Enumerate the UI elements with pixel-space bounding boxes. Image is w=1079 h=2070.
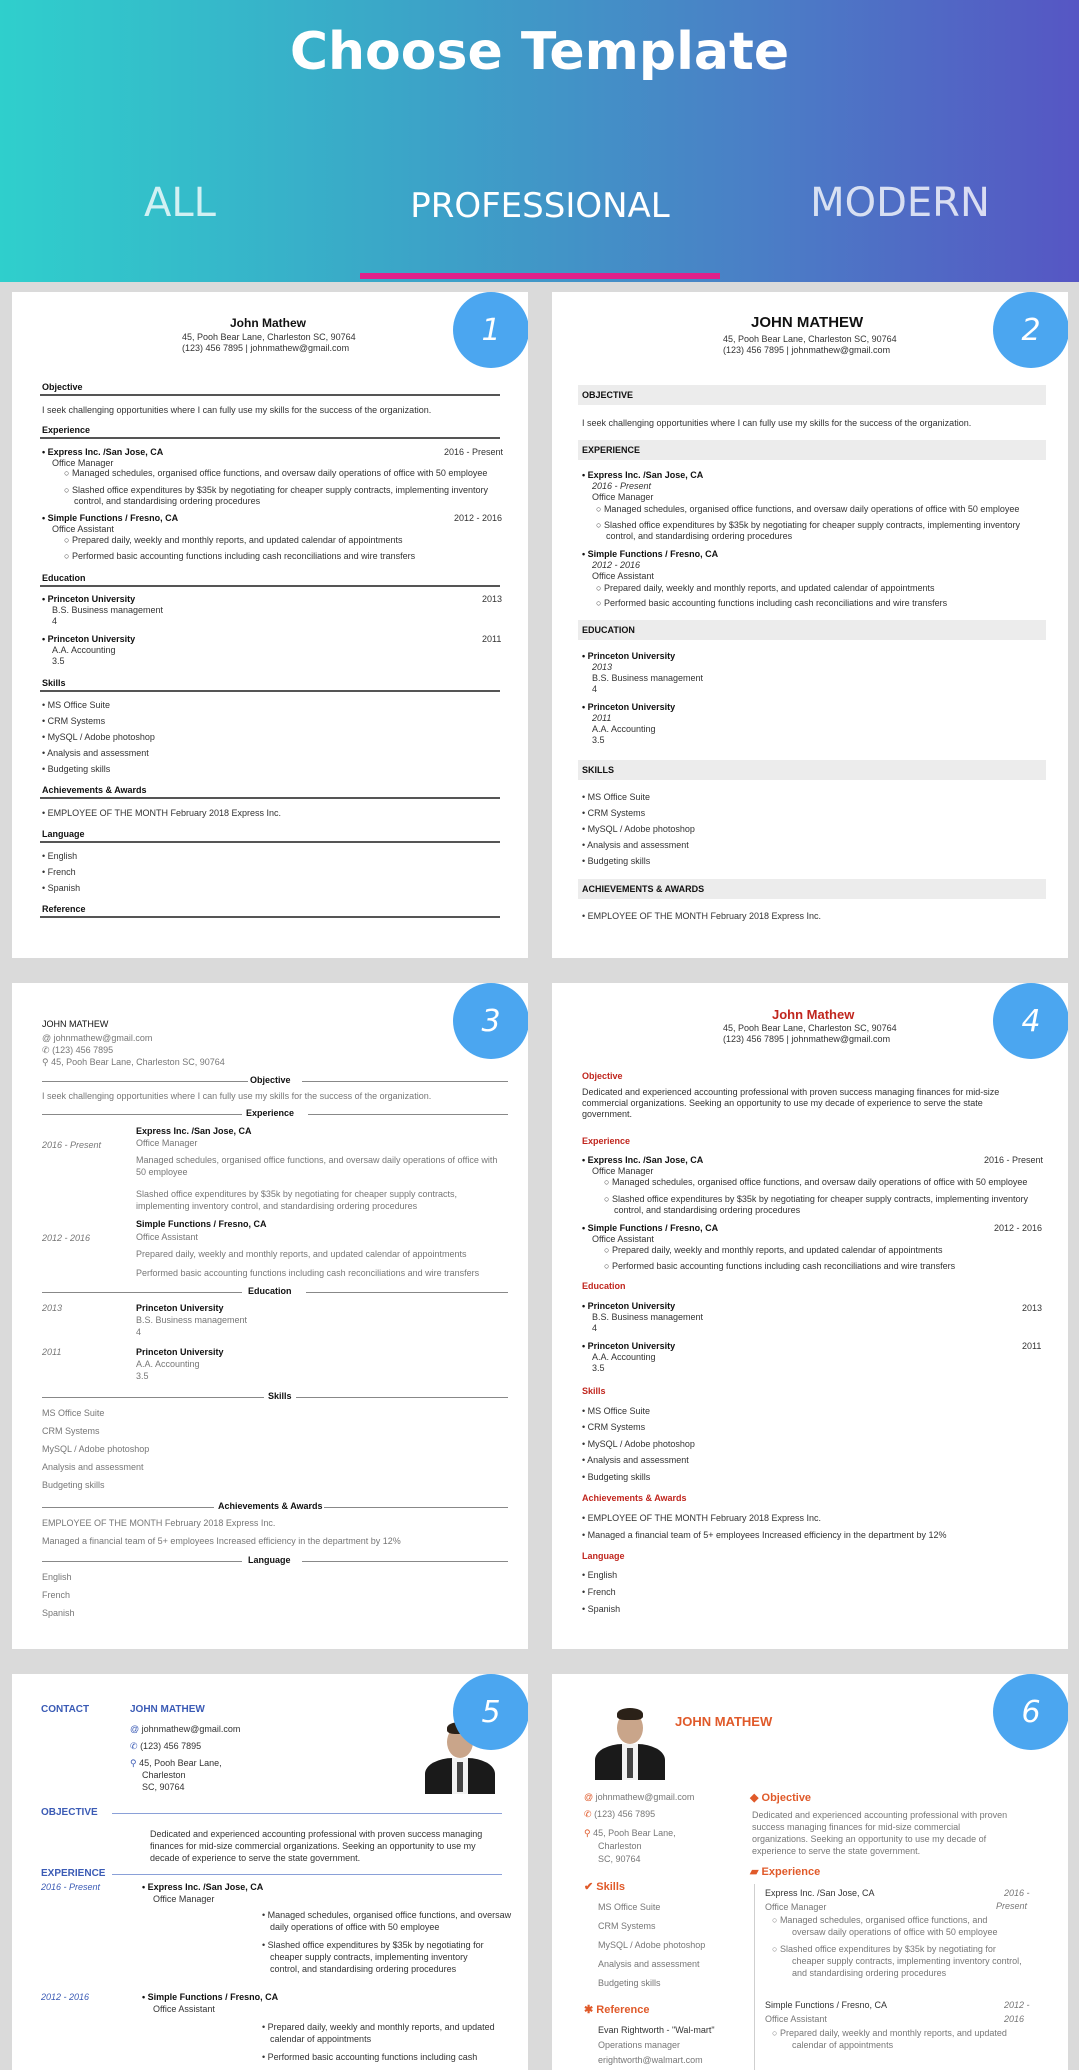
contact-address: ⚲ 45, Pooh Bear Lane, Charleston SC, 90764 [42, 1057, 225, 1067]
edu-grade: 4 [136, 1327, 142, 1337]
objective-text: Dedicated and experienced accounting professional with proven [752, 1810, 1008, 1820]
contact-address-line: SC, 90764 [142, 1782, 185, 1792]
edu-grade: 3.5 [592, 1363, 605, 1373]
skill-item: • CRM Systems [582, 1422, 646, 1432]
job-role: Office Assistant [592, 571, 654, 581]
job-bullet: Prepared daily, weekly and monthly reports, and updated calendar of appointments [136, 1249, 467, 1259]
job-role: Office Manager [765, 1902, 827, 1912]
edu-grade: 3.5 [52, 656, 65, 666]
job-dates: Present [996, 1901, 1028, 1911]
edu-degree: A.A. Accounting [136, 1359, 200, 1369]
section-heading: OBJECTIVE [582, 390, 634, 400]
job-bullet: ○ Slashed office expenditures by $35k by negotiating for cheaper supply contracts, implementing inventory [604, 1194, 1029, 1204]
resume-contact: (123) 456 7895 | johnmathew@gmail.com [723, 1034, 891, 1044]
job-company: • Express Inc. /San Jose, CA [582, 1155, 704, 1165]
language-item: • French [582, 1587, 616, 1597]
job-dates: 2016 - [1004, 1888, 1030, 1898]
contact-phone: ✆ (123) 456 7895 [584, 1809, 656, 1819]
objective-text: I seek challenging opportunities where I can fully use my skills for the success of the organization. [42, 405, 432, 415]
template-number-badge: 3 [453, 983, 528, 1059]
timeline-line [754, 1884, 755, 2070]
job-bullet: ○ Performed basic accounting functions including cash reconciliations and wire transfers [604, 1261, 956, 1271]
skill-item: • MySQL / Adobe photoshop [42, 732, 155, 742]
job-dates: 2016 - Present [984, 1155, 1044, 1165]
contact-address-line: Charleston [598, 1841, 642, 1851]
job-role: Office Assistant [52, 524, 114, 534]
job-company: • Simple Functions / Fresno, CA [582, 1223, 719, 1233]
contact-address-line: SC, 90764 [598, 1854, 641, 1864]
objective-text: decade of experience to serve the state government. [150, 1853, 361, 1863]
divider [42, 1507, 214, 1508]
divider [308, 1114, 508, 1115]
award-item: Managed a financial team of 5+ employees Increased efficiency in the department by 12% [42, 1536, 401, 1546]
skill-item: MySQL / Adobe photoshop [42, 1444, 150, 1454]
template-card-4[interactable] [552, 983, 1068, 1649]
award-item: • EMPLOYEE OF THE MONTH February 2018 Express Inc. [582, 1513, 822, 1523]
resume-name: JOHN MATHEW [675, 1714, 773, 1729]
job-bullet-cont: oversaw daily operations of office with 50 employee [792, 1927, 998, 1937]
divider [112, 1874, 502, 1875]
job-dates: 2012 - 2016 [41, 1992, 90, 2002]
edu-school: Princeton University [136, 1347, 224, 1357]
resume-name: JOHN MATHEW [42, 1019, 109, 1029]
divider [40, 797, 500, 799]
active-tab-indicator [360, 273, 720, 279]
edu-degree: B.S. Business management [592, 673, 704, 683]
section-heading: Skills [582, 1386, 606, 1396]
job-bullet-cont: and standardising ordering procedures [792, 1968, 947, 1978]
job-bullet: • Slashed office expenditures by $35k by negotiating for [262, 1940, 484, 1950]
divider [40, 394, 500, 396]
skill-item: • Budgeting skills [42, 764, 111, 774]
skill-item: Analysis and assessment [598, 1959, 700, 1969]
section-band [578, 620, 1046, 640]
job-bullet: ○ Prepared daily, weekly and monthly reports, and updated calendar of appointments [64, 535, 403, 545]
section-heading: Language [42, 829, 85, 839]
skill-item: • Budgeting skills [582, 856, 651, 866]
job-bullet-cont: daily operations of office with 50 employee [270, 1922, 440, 1932]
edu-year: 2013 [482, 594, 503, 604]
reference-email: erightworth@walmart.com [598, 2055, 703, 2065]
skill-item: • Analysis and assessment [582, 1455, 689, 1465]
section-heading: EXPERIENCE [41, 1868, 106, 1879]
tab-modern[interactable]: MODERN [810, 180, 990, 226]
job-bullet: ○ Slashed office expenditures by $35k by negotiating for cheaper supply contracts, implementing inventory [64, 485, 489, 495]
tab-all[interactable]: ALL [144, 180, 216, 226]
job-company: • Express Inc. /San Jose, CA [582, 470, 704, 480]
resume-contact: (123) 456 7895 | johnmathew@gmail.com [723, 345, 891, 355]
location-pin-icon: ⚲ [584, 1828, 591, 1838]
objective-text: finances for mid-size commercial organizations. Seeking an opportunity to use my [150, 1841, 476, 1851]
resume-contact: (123) 456 7895 | johnmathew@gmail.com [182, 343, 350, 353]
objective-text: organizations. Seeking an opportunity to use my decade of [752, 1834, 987, 1844]
template-card-6[interactable] [552, 1674, 1068, 2070]
edu-year: 2013 [1022, 1303, 1043, 1313]
job-bullet: ○ Managed schedules, organised office functions, and oversaw daily operations of office with 50 employee [604, 1177, 1028, 1187]
section-heading: Objective [250, 1075, 291, 1085]
section-heading: Experience [42, 425, 91, 435]
job-bullet: ○ Prepared daily, weekly and monthly reports, and updated calendar of appointments [604, 1245, 943, 1255]
contact-email: @ johnmathew@gmail.com [584, 1792, 695, 1802]
location-pin-icon: ⚲ [130, 1758, 137, 1768]
skill-item: • MS Office Suite [582, 792, 651, 802]
section-heading: Education [42, 573, 86, 583]
resume-address: 45, Pooh Bear Lane, Charleston SC, 90764 [723, 334, 897, 344]
template-number-badge: 1 [453, 292, 528, 368]
edu-degree: A.A. Accounting [52, 645, 116, 655]
job-bullet-cont: control, and standardising ordering procedures [614, 1205, 801, 1215]
job-bullet: ○ Managed schedules, organised office functions, and [772, 1915, 988, 1925]
section-heading: Education [248, 1286, 292, 1296]
edu-school: • Princeton University [42, 634, 136, 644]
skill-item: • CRM Systems [42, 716, 106, 726]
location-pin-icon: ⚲ [42, 1057, 49, 1067]
job-dates: 2012 - [1004, 2000, 1030, 2010]
job-dates: 2016 - Present [592, 481, 652, 491]
skill-item: CRM Systems [42, 1426, 100, 1436]
section-heading: EDUCATION [582, 625, 635, 635]
email-icon: @ [130, 1724, 140, 1734]
edu-year: 2011 [482, 634, 502, 644]
resume-address: 45, Pooh Bear Lane, Charleston SC, 90764 [723, 1023, 897, 1033]
job-dates: 2016 - Present [42, 1140, 102, 1150]
divider [112, 1813, 502, 1814]
job-bullet: • Managed schedules, organised office functions, and oversaw [262, 1910, 512, 1920]
skill-item: MS Office Suite [598, 1902, 661, 1912]
job-role: Office Manager [52, 458, 114, 468]
language-item: English [42, 1572, 72, 1582]
award-item: • EMPLOYEE OF THE MONTH February 2018 Express Inc. [582, 911, 822, 921]
edu-grade: 4 [592, 684, 598, 694]
tab-professional[interactable]: PROFESSIONAL [410, 186, 670, 226]
skill-item: • MS Office Suite [42, 700, 111, 710]
award-item: • EMPLOYEE OF THE MONTH February 2018 Express Inc. [42, 808, 282, 818]
divider [40, 437, 500, 439]
app-header [0, 0, 1079, 282]
job-dates: 2016 [1004, 2014, 1025, 2024]
edu-degree: B.S. Business management [136, 1315, 248, 1325]
contact-email: @ johnmathew@gmail.com [130, 1724, 241, 1734]
template-number-badge: 5 [453, 1674, 528, 1750]
job-bullet: ○ Slashed office expenditures by $35k by negotiating for [772, 1944, 996, 1954]
job-dates: 2016 - Present [41, 1882, 101, 1892]
section-heading: Achievements & Awards [218, 1501, 323, 1511]
section-heading: Objective [582, 1071, 623, 1081]
resume-name: JOHN MATHEW [751, 314, 864, 331]
contact-address-line: Charleston [142, 1770, 186, 1780]
divider [42, 1397, 264, 1398]
template-number-badge: 6 [993, 1674, 1068, 1750]
section-heading: Education [582, 1281, 626, 1291]
section-heading: ✱ Reference [584, 2004, 650, 2016]
skill-item: • Analysis and assessment [42, 748, 149, 758]
edu-school: • Princeton University [42, 594, 136, 604]
section-heading: Skills [42, 678, 66, 688]
job-bullet: • Performed basic accounting functions including cash [262, 2052, 478, 2062]
job-bullet: ○ Slashed office expenditures by $35k by negotiating for cheaper supply contracts, implementing inventory [596, 520, 1021, 530]
edu-year: 2013 [592, 662, 613, 672]
job-role: Office Manager [592, 1166, 654, 1176]
section-band [578, 760, 1046, 780]
resume-address: 45, Pooh Bear Lane, Charleston SC, 90764 [182, 332, 356, 342]
job-role: Office Assistant [136, 1232, 198, 1242]
job-bullet-cont: calendar of appointments [792, 2040, 894, 2050]
page-title: Choose Template [289, 22, 790, 82]
section-heading: SKILLS [582, 765, 615, 775]
language-item: • Spanish [582, 1604, 621, 1614]
skill-item: • CRM Systems [582, 808, 646, 818]
edu-school: • Princeton University [582, 651, 676, 661]
objective-text: experience to serve the state government. [752, 1846, 921, 1856]
job-company: Simple Functions / Fresno, CA [136, 1219, 267, 1229]
template-card-3[interactable] [12, 983, 528, 1649]
divider [42, 1292, 242, 1293]
job-company: • Simple Functions / Fresno, CA [582, 549, 719, 559]
language-item: • English [582, 1570, 618, 1580]
edu-degree: B.S. Business management [592, 1312, 704, 1322]
skill-item: Analysis and assessment [42, 1462, 144, 1472]
skill-item: MySQL / Adobe photoshop [598, 1940, 706, 1950]
language-item: French [42, 1590, 71, 1600]
language-item: • English [42, 851, 78, 861]
contact-address: ⚲ 45, Pooh Bear Lane, [130, 1758, 222, 1768]
template-card-5[interactable] [12, 1674, 528, 2070]
divider [42, 1114, 242, 1115]
section-band [578, 385, 1046, 405]
job-bullet-cont: cheaper supply contracts, implementing inventory control, [792, 1956, 1022, 1966]
section-heading: Reference [42, 904, 86, 914]
contact-phone: ✆ (123) 456 7895 [130, 1741, 202, 1751]
divider [302, 1081, 508, 1082]
edu-grade: 4 [592, 1323, 598, 1333]
section-heading: ▰ Experience [750, 1866, 821, 1878]
resume-name: John Mathew [230, 316, 307, 330]
objective-text: success managing finances for mid-size commercial [752, 1822, 961, 1832]
job-company: • Simple Functions / Fresno, CA [142, 1992, 279, 2002]
edu-degree: A.A. Accounting [592, 724, 656, 734]
job-bullet-cont: control, and standardising ordering procedures [270, 1964, 457, 1974]
job-role: Office Manager [153, 1894, 215, 1904]
skill-item: MS Office Suite [42, 1408, 105, 1418]
template-card-1[interactable] [12, 292, 528, 958]
edu-school: • Princeton University [582, 1341, 676, 1351]
job-bullet-cont: calendar of appointments [270, 2034, 372, 2044]
divider [40, 690, 500, 692]
section-heading: EXPERIENCE [582, 445, 641, 455]
phone-icon: ✆ [584, 1809, 592, 1819]
people-icon: ✱ [584, 2004, 594, 2016]
job-bullet-cont: 50 employee [136, 1167, 188, 1177]
edu-year: 2011 [42, 1347, 62, 1357]
resume-name: JOHN MATHEW [130, 1704, 205, 1715]
language-item: • Spanish [42, 883, 81, 893]
divider [302, 1561, 508, 1562]
skill-item: CRM Systems [598, 1921, 656, 1931]
job-bullet: • Prepared daily, weekly and monthly reports, and updated [262, 2022, 495, 2032]
job-role: Office Manager [592, 492, 654, 502]
language-item: Spanish [42, 1608, 75, 1618]
edu-year: 2011 [1022, 1341, 1042, 1351]
edu-grade: 4 [52, 616, 58, 626]
job-company: • Simple Functions / Fresno, CA [42, 513, 179, 523]
section-heading: Experience [246, 1108, 295, 1118]
job-bullet: ○ Prepared daily, weekly and monthly reports, and updated calendar of appointments [596, 583, 935, 593]
job-bullet: Performed basic accounting functions including cash reconciliations and wire transfers [136, 1268, 480, 1278]
edu-grade: 3.5 [592, 735, 605, 745]
divider [42, 1561, 242, 1562]
template-number-badge: 2 [993, 292, 1068, 368]
objective-text: I seek challenging opportunities where I can fully use my skills for the success of the organization. [42, 1091, 432, 1101]
divider [324, 1507, 508, 1508]
section-heading: Language [248, 1555, 291, 1565]
section-heading: ACHIEVEMENTS & AWARDS [582, 884, 705, 894]
section-band [578, 440, 1046, 460]
section-heading: ✔ Skills [584, 1881, 626, 1893]
job-bullet-cont: cheaper supply contracts, implementing inventory [270, 1952, 468, 1962]
email-icon: @ [42, 1033, 52, 1043]
job-bullet: ○ Managed schedules, organised office functions, and oversaw daily operations of office with 50 employee [596, 504, 1020, 514]
objective-text: commercial organizations. Seeking an opportunity to use my decade of experience to serve the state [582, 1098, 983, 1108]
section-heading: Skills [268, 1391, 292, 1401]
section-heading: Achievements & Awards [582, 1493, 687, 1503]
briefcase-icon: ▰ [750, 1866, 759, 1878]
divider [40, 585, 500, 587]
contact-phone: ✆ (123) 456 7895 [42, 1045, 114, 1055]
divider [306, 1292, 508, 1293]
job-bullet: ○ Performed basic accounting functions including cash reconciliations and wire transfers [64, 551, 416, 561]
job-bullet: ○ Prepared daily, weekly and monthly reports, and updated [772, 2028, 1007, 2038]
divider [296, 1397, 508, 1398]
job-role: Office Assistant [153, 2004, 215, 2014]
job-bullet-cont: implementing inventory control, and standardising ordering procedures [136, 1201, 418, 1211]
job-dates: 2012 - 2016 [994, 1223, 1043, 1233]
job-bullet: ○ Performed basic accounting functions including cash reconciliations and wire transfers [596, 598, 948, 608]
language-item: • French [42, 867, 76, 877]
job-dates: 2012 - 2016 [454, 513, 503, 523]
job-company: Express Inc. /San Jose, CA [136, 1126, 252, 1136]
divider [40, 916, 500, 918]
job-role: Office Assistant [592, 1234, 654, 1244]
skills-icon: ✔ [584, 1881, 594, 1893]
edu-grade: 3.5 [136, 1371, 149, 1381]
edu-school: Princeton University [136, 1303, 224, 1313]
skill-item: • MySQL / Adobe photoshop [582, 824, 695, 834]
award-item: EMPLOYEE OF THE MONTH February 2018 Express Inc. [42, 1518, 276, 1528]
job-dates: 2016 - Present [444, 447, 504, 457]
job-company: • Express Inc. /San Jose, CA [142, 1882, 264, 1892]
reference-title: Operations manager [598, 2040, 681, 2050]
job-dates: 2012 - 2016 [42, 1233, 91, 1243]
job-dates: 2012 - 2016 [592, 560, 641, 570]
objective-text: Dedicated and experienced accounting professional with proven success managing [150, 1829, 483, 1839]
section-heading: Language [582, 1551, 625, 1561]
skill-item: • Budgeting skills [582, 1472, 651, 1482]
edu-year: 2013 [42, 1303, 63, 1313]
contact-email: @ johnmathew@gmail.com [42, 1033, 153, 1043]
phone-icon: ✆ [130, 1741, 138, 1751]
job-company: Express Inc. /San Jose, CA [765, 1888, 875, 1898]
section-heading: CONTACT [41, 1704, 90, 1715]
skill-item: • Analysis and assessment [582, 840, 689, 850]
job-bullet-cont: control, and standardising ordering procedures [606, 531, 793, 541]
reference-name: Evan Rightworth - "Wal-mart" [598, 2025, 715, 2035]
edu-degree: A.A. Accounting [592, 1352, 656, 1362]
phone-icon: ✆ [42, 1045, 50, 1055]
divider [42, 1081, 248, 1082]
job-role: Office Manager [136, 1138, 198, 1148]
job-bullet: Slashed office expenditures by $35k by negotiating for cheaper supply contracts, [136, 1189, 458, 1199]
job-bullet: Managed schedules, organised office functions, and oversaw daily operations of office with [136, 1155, 498, 1165]
skill-item: Budgeting skills [42, 1480, 105, 1490]
section-heading: Objective [42, 382, 83, 392]
job-company: • Express Inc. /San Jose, CA [42, 447, 164, 457]
job-bullet-cont: control, and standardising ordering procedures [74, 496, 261, 506]
template-number-badge: 4 [993, 983, 1068, 1059]
resume-name: John Mathew [772, 1007, 855, 1022]
edu-school: • Princeton University [582, 702, 676, 712]
edu-year: 2011 [592, 713, 612, 723]
section-heading: Experience [582, 1136, 631, 1146]
template-card-2[interactable] [552, 292, 1068, 958]
edu-degree: B.S. Business management [52, 605, 164, 615]
section-heading: OBJECTIVE [41, 1807, 98, 1818]
section-heading: Achievements & Awards [42, 785, 147, 795]
objective-text: I seek challenging opportunities where I can fully use my skills for the success of the organization. [582, 418, 972, 428]
skill-item: • MySQL / Adobe photoshop [582, 1439, 695, 1449]
job-company: Simple Functions / Fresno, CA [765, 2000, 888, 2010]
objective-text: government. [582, 1109, 633, 1119]
objective-text: Dedicated and experienced accounting professional with proven success managing finances for mid-size [582, 1087, 1000, 1097]
section-heading: ◆ Objective [750, 1792, 812, 1804]
skill-item: Budgeting skills [598, 1978, 661, 1988]
skill-item: • MS Office Suite [582, 1406, 651, 1416]
job-role: Office Assistant [765, 2014, 827, 2024]
target-icon: ◆ [750, 1792, 759, 1804]
edu-school: • Princeton University [582, 1301, 676, 1311]
award-item: • Managed a financial team of 5+ employees Increased efficiency in the department by 12% [582, 1530, 947, 1540]
divider [40, 841, 500, 843]
job-bullet: ○ Managed schedules, organised office functions, and oversaw daily operations of office with 50 employee [64, 468, 488, 478]
profile-photo [590, 1700, 670, 1780]
email-icon: @ [584, 1792, 594, 1802]
contact-address: ⚲ 45, Pooh Bear Lane, [584, 1828, 676, 1838]
